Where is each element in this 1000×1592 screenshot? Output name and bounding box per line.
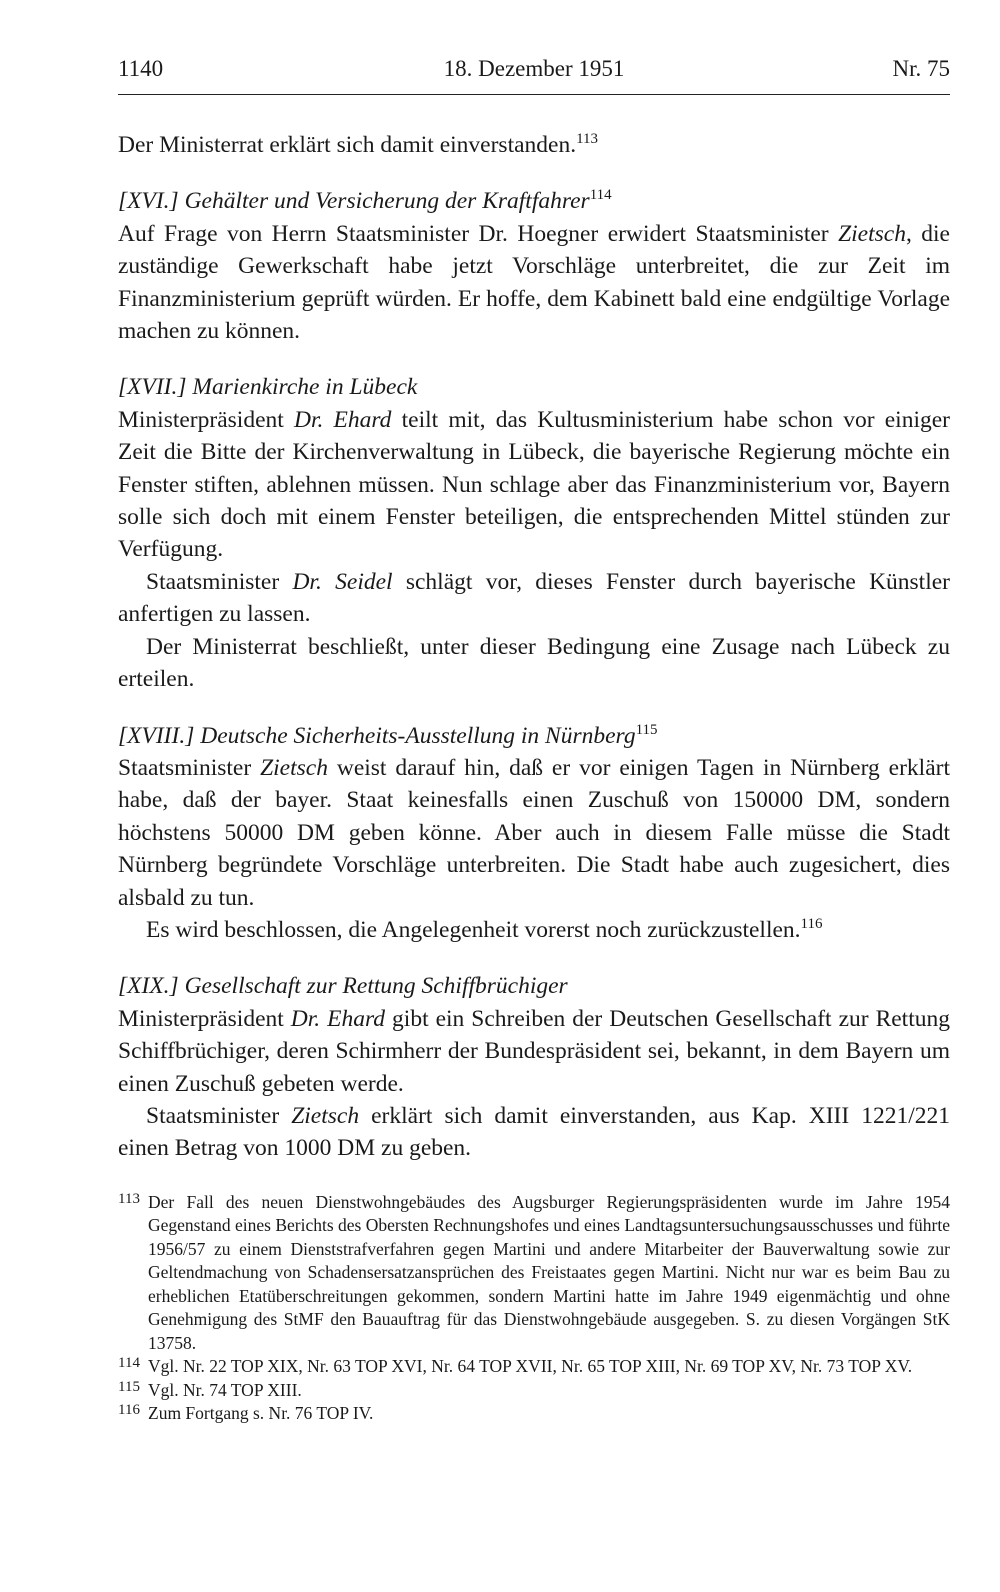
footnote-ref: 116 — [800, 915, 823, 932]
person-name: Zietsch — [838, 220, 906, 247]
section-number: [XIX.] — [118, 973, 179, 1000]
text-run: Staatsminister — [118, 754, 261, 781]
intro-text: Der Ministerrat erklärt sich damit einverstanden. — [118, 132, 577, 158]
section-number: [XVIII.] — [118, 722, 195, 749]
paragraph — [118, 218, 950, 348]
paragraph — [118, 1100, 950, 1165]
paragraph — [118, 404, 950, 566]
paragraph — [118, 566, 950, 631]
header-rule — [118, 94, 950, 95]
paragraph: Der Ministerrat beschließt, unter dieser Bedingung eine Zusage nach Lübeck zu erteilen. — [118, 633, 950, 693]
document-page — [118, 56, 950, 1426]
person-name: Ehard — [320, 1005, 386, 1032]
footnote-ref: 115 — [635, 721, 658, 738]
text-run: Auf Frage von Herrn Staatsminister Dr. Hoegner erwidert Staatsminister — [118, 220, 839, 247]
intro-paragraph — [118, 129, 950, 161]
person-name: Ehard — [323, 406, 392, 433]
footnote-text: Der Fall des neuen Dienstwohngebäudes des Augsburger Regierungspräsidenten wurde im Jahre 1954 Gegenstand eines Berichts des Obersten Rechnungshofes und eines Landtagsuntersuchungsausschusses und führte 1956/57 zu einem Dienststrafverfahren gegen Martini und andere Mitarbeiter der Bauverwaltung sowie zur Geltendmachung von Schadensersatzansprüchen des Freistaates gegen Martini. Nicht nur war es beim Bau zu erheblichen Etatüberschreitungen gekommen, sondern Martini hatte im Jahre 1949 eigenmächtig und ohne Genehmigung des StMF den Bauauftrag für das Dienstwohngebäude ausgegeben. S. zu diesen Vorgängen StK 13758. — [148, 1191, 950, 1353]
footnote-text: Zum Fortgang s. Nr. 76 TOP IV. — [148, 1403, 374, 1424]
header-date: 18. Dezember 1951 — [443, 56, 625, 81]
page-number: 1140 — [118, 56, 164, 81]
text-run: weist darauf hin, daß er vor einigen Tagen in Nürnberg erklärt habe, daß der bayer. Staat keinesfalls einen Zuschuß von 150000 DM, sondern höchstens 50000 DM geben könne. Aber auch in diesem Falle müsse die Stadt Nürnberg begründete Vorschläge unterbreiten. Die Stadt habe auch zugesichert, dies alsbald zu tun. — [118, 754, 950, 911]
footnote-text: Vgl. Nr. 74 TOP XIII. — [148, 1379, 302, 1400]
title-dr: Dr. — [293, 406, 324, 433]
text-run: Ministerpräsident — [118, 406, 294, 433]
title-dr: Dr. — [292, 568, 322, 595]
section-heading — [118, 185, 950, 217]
text-run: erklärt sich damit einverstanden, aus Kap. XIII 1221/221 einen Betrag von 1000 DM zu geben. — [118, 1102, 950, 1162]
footnote: 116 Zum Fortgang s. Nr. 76 TOP IV. — [118, 1402, 374, 1424]
text-run: Staatsminister — [146, 1102, 292, 1129]
text-run: , die zuständige Gewerkschaft habe jetzt Vorschläge unterbreitet, die zur Zeit im Finanzministerium geprüft würden. Er hoffe, dem Kabinett bald eine endgültige Vorlage machen zu können. — [118, 220, 950, 345]
footnote: 114 Vgl. Nr. 22 TOP XIX, Nr. 63 TOP XVI, Nr. 64 TOP XVII, Nr. 65 TOP XIII, Nr. 69 TOP XV, Nr. 73 TOP XV. — [118, 1355, 913, 1377]
section-xviii — [118, 720, 950, 947]
section-title: Gesellschaft zur Rettung Schiffbrüchiger — [184, 973, 568, 1000]
person-name: Zietsch — [291, 1102, 360, 1129]
paragraph — [118, 752, 950, 914]
person-name: Seidel — [321, 568, 393, 595]
header-issue-number: Nr. 75 — [892, 56, 950, 81]
text-run: schlägt vor, dieses Fenster durch bayerische Künstler anfertigen zu lassen. — [118, 568, 950, 628]
text-run: gibt ein Schreiben der Deutschen Gesellschaft zur Rettung Schiffbrüchiger, deren Schirmherr der Bundespräsident sei, bekannt, in dem Bayern um einen Zuschuß gebeten werde. — [118, 1005, 950, 1097]
section-title: Deutsche Sicherheits-Ausstellung in Nürnberg — [200, 722, 636, 749]
section-heading — [118, 371, 950, 403]
paragraph — [118, 914, 950, 946]
section-title: Marienkirche in Lübeck — [192, 374, 418, 401]
text-run: Es wird beschlossen, die Angelegenheit vorerst noch zurückzustellen. — [146, 916, 801, 943]
footnote: 113 Der Fall des neuen Dienstwohngebäudes des Augsburger Regierungspräsidenten wurde im Jahre 1954 Gegenstand eines Berichts des Obersten Rechnungshofes und eines Landtagsuntersuchungsausschusses und führte 1956/57 zu einem Dienststrafverfahren gegen Martini und andere Mitarbeiter der Bauverwaltung sowie zur Geltendmachung von Schadensersatzansprüchen des Freistaates gegen Martini. Nicht nur war es beim Bau zu erheblichen Etatüberschreitungen gekommen, sondern Martini hatte im Jahre 1949 eigenmächtig und ohne Genehmigung des StMF den Bauauftrag für das Dienstwohngebäude ausgegeben. S. zu diesen Vorgängen StK 13758. — [118, 1190, 950, 1353]
text-run: Staatsminister — [146, 568, 293, 595]
section-number: [XVI.] — [118, 188, 179, 215]
running-header — [118, 56, 950, 92]
footnote-ref: 114 — [589, 187, 612, 204]
section-xvii — [118, 371, 950, 695]
section-number: [XVII.] — [118, 374, 187, 401]
footnote: 115 Vgl. Nr. 74 TOP XIII. — [118, 1378, 302, 1400]
text-run: Ministerpräsident — [118, 1005, 291, 1032]
person-name: Zietsch — [260, 754, 328, 781]
section-title: Gehälter und Versicherung der Kraftfahrer — [184, 188, 590, 215]
section-xvi — [118, 185, 950, 347]
text-run: teilt mit, das Kultusministerium habe schon vor einiger Zeit die Bitte der Kirchenverwaltung in Lübeck, die bayerische Regierung möchte ein Fenster stiften, ablehnen müssen. Nun schlage aber das Finanzministerium vor, Bayern solle sich doch mit einem Fenster beteiligen, die entsprechenden Mittel stünden zur Verfügung. — [118, 406, 950, 563]
main-text — [118, 129, 950, 1165]
section-heading — [118, 970, 950, 1002]
footnotes — [118, 1191, 950, 1426]
section-heading — [118, 720, 950, 752]
footnote-text: Vgl. Nr. 22 TOP XIX, Nr. 63 TOP XVI, Nr. 64 TOP XVII, Nr. 65 TOP XIII, Nr. 69 TOP XV, Nr. 73 TOP XV. — [148, 1356, 913, 1377]
paragraph — [118, 1003, 950, 1100]
section-xix — [118, 970, 950, 1164]
footnote-ref: 113 — [576, 131, 599, 147]
title-dr: Dr. — [290, 1005, 321, 1032]
